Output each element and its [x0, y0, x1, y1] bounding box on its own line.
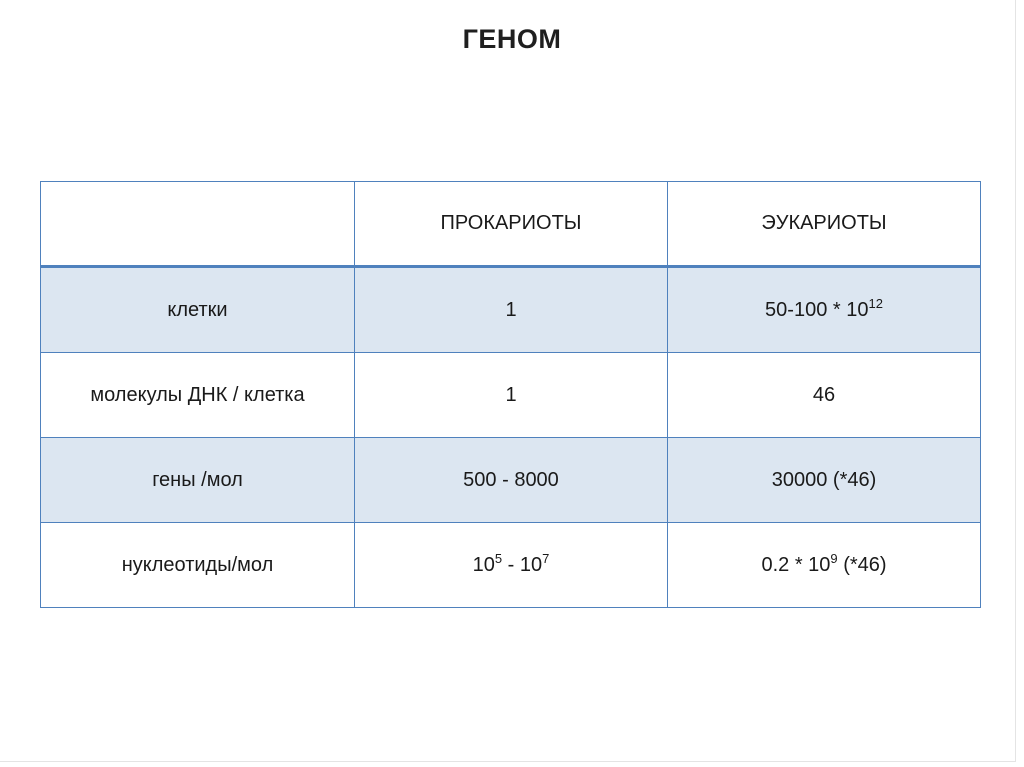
row-label: клетки	[41, 267, 355, 353]
eukaryotes-cell: 30000 (*46)	[668, 438, 981, 523]
value-exponent: 9	[830, 550, 838, 566]
genome-table	[40, 181, 981, 608]
value-exponent: 5	[494, 550, 503, 566]
row-label: гены /мол	[41, 438, 355, 523]
value-suffix: (*46)	[837, 553, 887, 576]
prokaryotes-cell: 1	[355, 353, 668, 438]
table-row	[41, 267, 981, 353]
value-base: 10	[472, 553, 495, 576]
page-title: ГЕНОМ	[462, 24, 562, 54]
table-row	[41, 353, 981, 438]
table-row	[41, 438, 981, 523]
header-blank-cell	[41, 182, 355, 267]
table-header-row	[41, 182, 981, 267]
value-base: 50-100 * 10	[765, 298, 869, 321]
prokaryotes-cell: 500 - 8000	[355, 438, 668, 523]
prokaryotes-cell	[355, 523, 668, 608]
value-middle: - 10	[502, 553, 543, 576]
row-label: нуклеотиды/мол	[41, 523, 355, 608]
row-label: молекулы ДНК / клетка	[41, 353, 355, 438]
eukaryotes-cell	[668, 523, 981, 608]
header-prokaryotes: ПРОКАРИОТЫ	[355, 182, 668, 267]
value-exponent: 7	[542, 550, 550, 566]
header-eukaryotes: ЭУКАРИОТЫ	[668, 182, 981, 267]
eukaryotes-cell	[668, 267, 981, 353]
eukaryotes-cell: 46	[668, 353, 981, 438]
table-row	[41, 523, 981, 608]
prokaryotes-cell: 1	[355, 267, 668, 353]
value-exponent: 12	[868, 295, 883, 311]
value-base: 0.2 * 10	[761, 553, 831, 576]
